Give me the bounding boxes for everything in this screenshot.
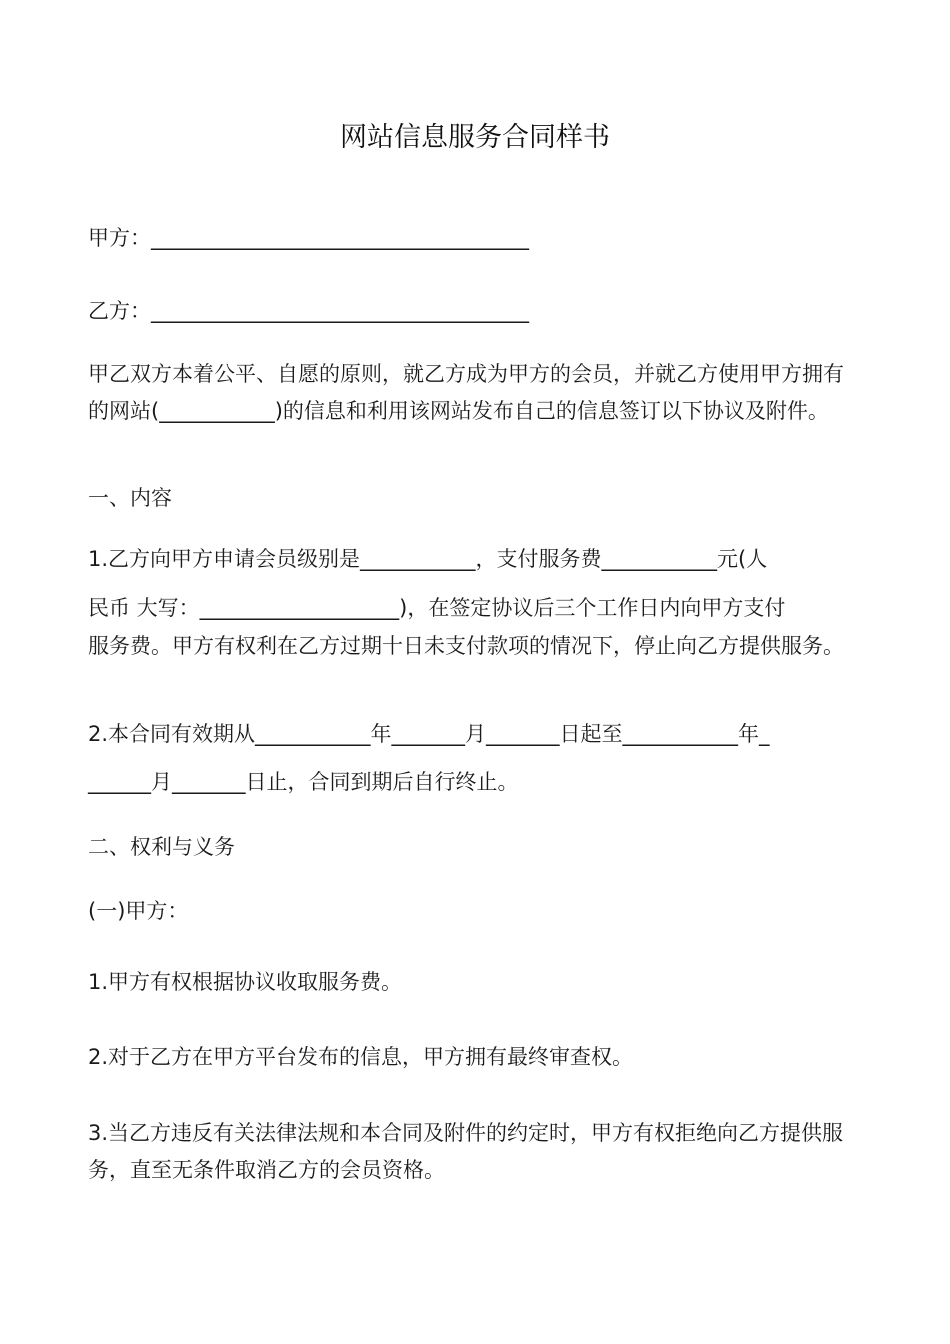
section-2-heading: 二、权利与义务 [88,835,235,859]
party-a-line: 甲方：____________________________________ [88,226,529,250]
clause-2-line-2: ______月_______日止，合同到期后自行终止。 [88,770,519,794]
party-a-item-1: 1.甲方有权根据协议收取服务费。 [88,970,403,994]
intro-paragraph: 甲乙双方本着公平、自愿的原则，就乙方成为甲方的会员，并就乙方使用甲方拥有的网站(___________)的信息和利用该网站发布自己的信息签订以下协议及附件。 [88,362,844,423]
party-a-item-3: 3.当乙方违反有关法律法规和本合同及附件的约定时，甲方有权拒绝向乙方提供服务，直至无条件取消乙方的会员资格。 [88,1121,844,1182]
subsection-a-heading: (一)甲方： [88,899,189,923]
section-1-heading: 一、内容 [88,486,172,510]
party-a-item-2: 2.对于乙方在甲方平台发布的信息，甲方拥有最终审查权。 [88,1045,634,1069]
party-b-line: 乙方：____________________________________ [88,299,529,323]
clause-1-rest: 服务费。甲方有权利在乙方过期十日未支付款项的情况下，停止向乙方提供服务。 [88,634,844,658]
clause-1-line-1: 1.乙方向甲方申请会员级别是___________，支付服务费___________元(人 [88,547,768,571]
clause-1-line-2: 民币 大写：___________________)，在签定协议后三个工作日内向甲方支付 [88,596,786,620]
document-title: 网站信息服务合同样书 [340,122,610,153]
clause-2-line-1: 2.本合同有效期从___________年_______月_______日起至___________年_ [88,722,770,746]
